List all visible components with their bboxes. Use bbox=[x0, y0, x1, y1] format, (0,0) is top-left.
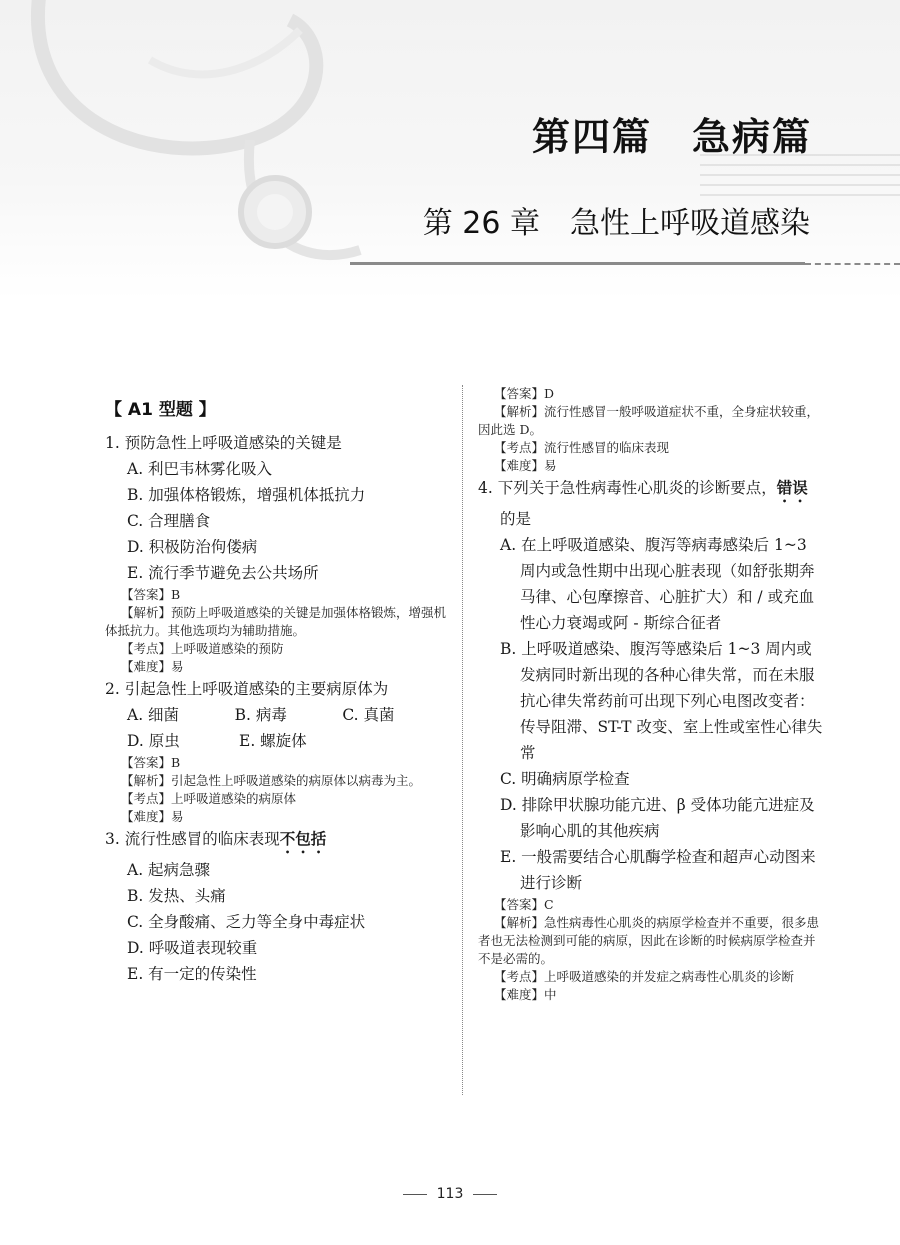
question-3 bbox=[105, 826, 450, 987]
option-d: D. 积极防治佝偻病 bbox=[127, 538, 258, 556]
option-c: C. 全身酸痛、乏力等全身中毒症状 bbox=[127, 913, 366, 931]
key-point: 【考点】流行性感冒的临床表现 bbox=[494, 440, 670, 455]
option-row bbox=[105, 728, 450, 754]
option-d: D. 呼吸道表现较重 bbox=[127, 939, 258, 957]
question-stem bbox=[105, 826, 450, 857]
option-b: B. 病毒 bbox=[234, 706, 287, 724]
right-column bbox=[478, 385, 823, 1004]
option-d: D. 排除甲状腺功能亢进、β 受体功能亢进症及影响心肌的其他疾病 bbox=[500, 796, 815, 840]
key-point: 【考点】上呼吸道感染的预防 bbox=[121, 641, 284, 656]
chapter-rule-dashed bbox=[805, 263, 900, 265]
chapter-title: 第 26 章 急性上呼吸道感染 bbox=[422, 206, 810, 241]
emphasis-text: 不包括 bbox=[279, 830, 327, 848]
answer: 【答案】C bbox=[494, 897, 554, 912]
left-column bbox=[105, 385, 450, 987]
stem-text: 3. 流行性感冒的临床表现 bbox=[105, 830, 280, 848]
page-number: 113 bbox=[436, 1186, 464, 1202]
difficulty: 【难度】易 bbox=[121, 809, 184, 824]
analysis: 【解析】引起急性上呼吸道感染的病原体以病毒为主。 bbox=[121, 773, 422, 788]
question-1 bbox=[105, 430, 450, 676]
option-e: E. 流行季节避免去公共场所 bbox=[127, 564, 319, 582]
footer-dash-right bbox=[473, 1194, 497, 1195]
stem-text: 4. 下列关于急性病毒性心肌炎的诊断要点， bbox=[478, 479, 777, 497]
answer: 【答案】B bbox=[121, 755, 181, 770]
option-c: C. 明确病原学检查 bbox=[500, 770, 630, 788]
emphasis-text: 错误 bbox=[776, 479, 808, 497]
analysis: 【解析】流行性感冒一般呼吸道症状不重，全身症状较重，因此选 D。 bbox=[478, 404, 820, 437]
option-c: C. 合理膳食 bbox=[127, 512, 211, 530]
option-a: A. 起病急骤 bbox=[127, 861, 211, 879]
option-a: A. 细菌 bbox=[127, 706, 180, 724]
option-a: A. 在上呼吸道感染、腹泻等病毒感染后 1~3 周内或急性期中出现心脏表现（如舒张期奔马律、心包摩擦音、心脏扩大）和 / 或充血性心力衰竭或阿 - 斯综合征者 bbox=[500, 536, 815, 632]
column-divider bbox=[462, 385, 463, 1095]
answer: 【答案】B bbox=[121, 587, 181, 602]
section-title: 【 A1 型题 】 bbox=[105, 400, 216, 420]
difficulty: 【难度】易 bbox=[494, 458, 557, 473]
difficulty: 【难度】易 bbox=[121, 659, 184, 674]
option-e: E. 一般需要结合心肌酶学检查和超声心动图来进行诊断 bbox=[500, 848, 816, 892]
question-2 bbox=[105, 676, 450, 826]
analysis: 【解析】急性病毒性心肌炎的病原学检查并不重要，很多患者也无法检测到可能的病原，因此在诊断的时候病原学检查并不是必需的。 bbox=[478, 915, 820, 966]
part-title: 第四篇 急病篇 bbox=[531, 115, 812, 159]
option-e: E. 螺旋体 bbox=[239, 732, 307, 750]
question-stem: 2. 引起急性上呼吸道感染的主要病原体为 bbox=[105, 680, 389, 698]
stem-text-end: 的是 bbox=[500, 510, 532, 528]
page-footer bbox=[0, 1186, 900, 1202]
footer-dash-left bbox=[403, 1194, 427, 1195]
key-point: 【考点】上呼吸道感染的并发症之病毒性心肌炎的诊断 bbox=[494, 969, 795, 984]
option-b: B. 上呼吸道感染、腹泻等感染后 1~3 周内或发病同时新出现的各种心律失常，而在未服抗心律失常药前可出现下列心电图改变者：传导阻滞、ST-T 改变、室上性或室性心律失常 bbox=[500, 640, 823, 762]
option-c: C. 真菌 bbox=[342, 706, 395, 724]
option-b: B. 发热、头痛 bbox=[127, 887, 226, 905]
question-3-continued bbox=[478, 385, 823, 475]
option-a: A. 利巴韦林雾化吸入 bbox=[127, 460, 273, 478]
answer: 【答案】D bbox=[494, 386, 555, 401]
question-4 bbox=[478, 475, 823, 1004]
option-row bbox=[105, 702, 450, 728]
chapter-rule bbox=[350, 262, 805, 265]
question-stem bbox=[478, 475, 823, 532]
analysis: 【解析】预防上呼吸道感染的关键是加强体格锻炼，增强机体抵抗力。其他选项均为辅助措施。 bbox=[105, 605, 447, 638]
option-b: B. 加强体格锻炼，增强机体抵抗力 bbox=[127, 486, 366, 504]
option-e: E. 有一定的传染性 bbox=[127, 965, 257, 983]
option-d: D. 原虫 bbox=[127, 732, 180, 750]
difficulty: 【难度】中 bbox=[494, 987, 557, 1002]
key-point: 【考点】上呼吸道感染的病原体 bbox=[121, 791, 297, 806]
question-stem: 1. 预防急性上呼吸道感染的关键是 bbox=[105, 434, 342, 452]
